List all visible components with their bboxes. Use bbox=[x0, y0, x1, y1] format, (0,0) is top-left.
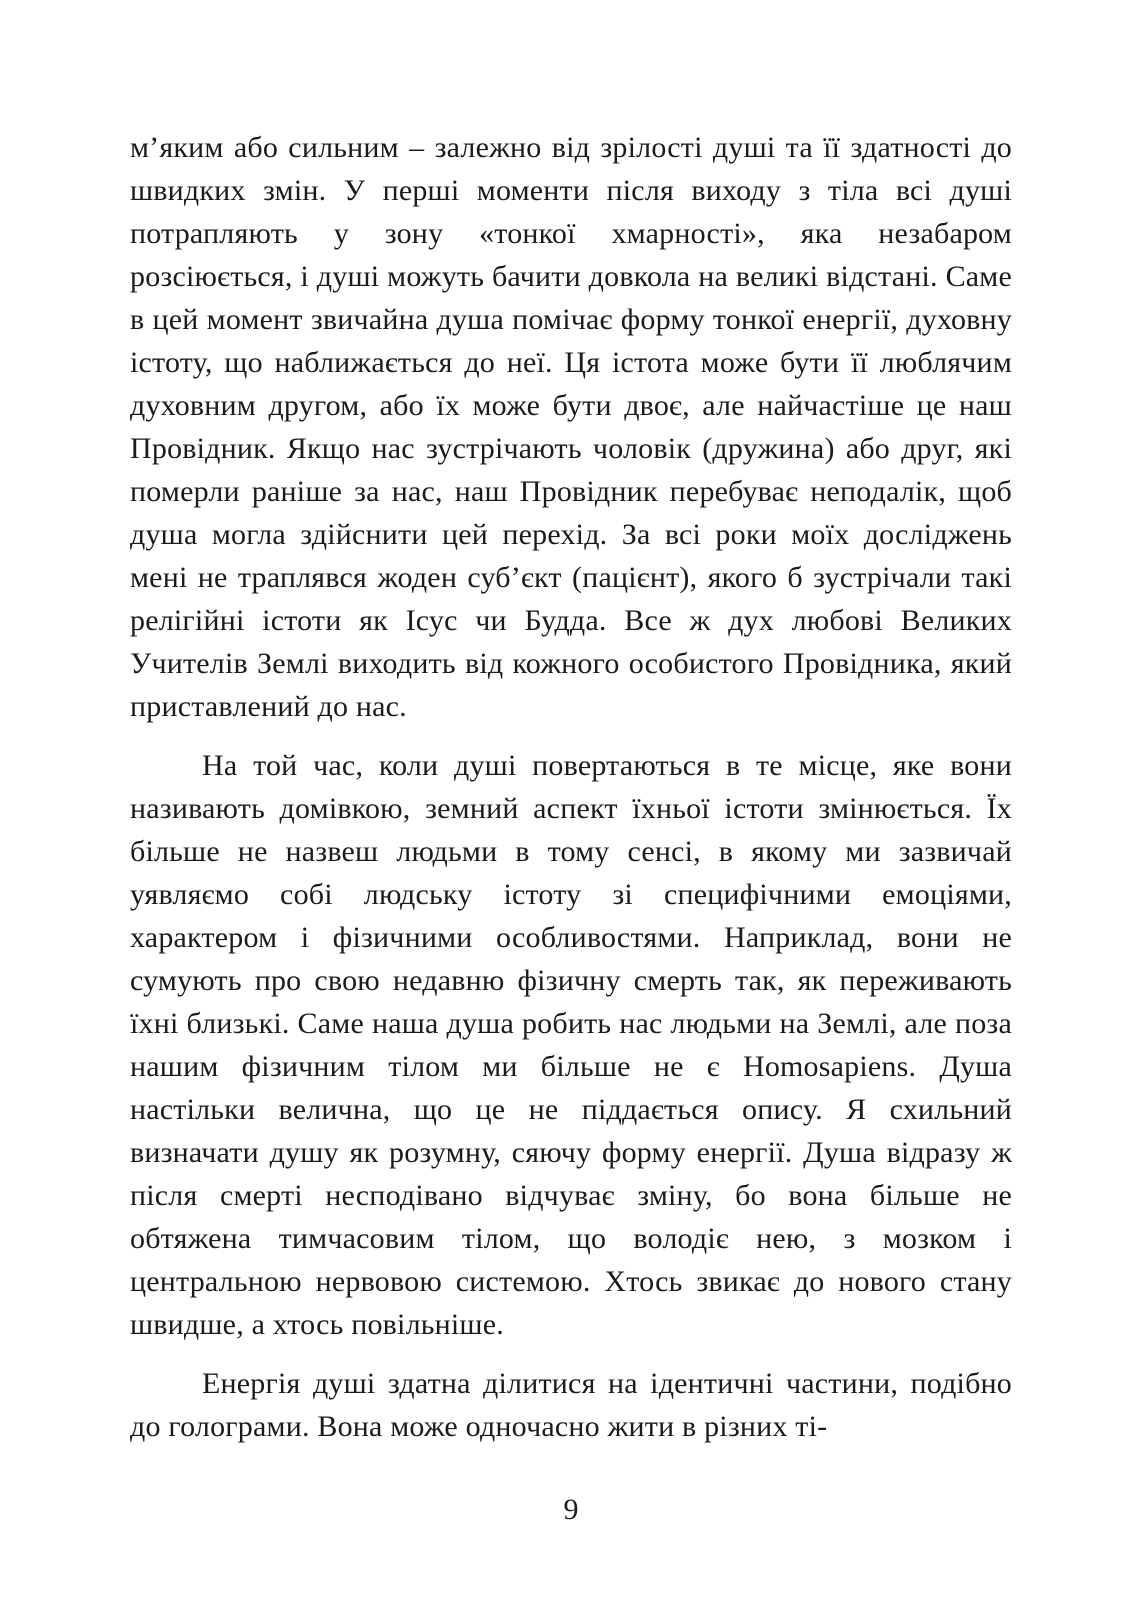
paragraph: Енергія душі здатна ділитися на ідентичні частини, подібно до голограми. Вона може одночасно жити в різних ті- bbox=[130, 1367, 1012, 1443]
page-number: 9 bbox=[563, 1493, 579, 1526]
text-block bbox=[130, 126, 1012, 1448]
paragraph: м’яким або сильним – залежно від зрілості душі та її здатності до швидких змін. У перші моменти після виходу з тіла всі душі потрапляють у зону «тонкої хмарності», яка незабаром розсіюється, і душі можуть бачити довкола на великі відстані. Саме в цей момент звичайна душа помічає форму тонкої енергії, духовну істоту, що наближається до неї. Ця істота може бути її люблячим духовним другом, або їх може бути двоє, але найчастіше це наш Провідник. Якщо нас зустрічають чоловік (дружина) або друг, які померли раніше за нас, наш Провідник перебуває неподалік, щоб душа могла здійснити цей перехід. За всі роки моїх досліджень мені не траплявся жоден суб’єкт (пацієнт), якого б зустрічали такі релігійні істоти як Ісус чи Будда. Все ж дух любові Великих Учителів Землі виходить від кожного особистого Провідника, який приставлений до нас. bbox=[130, 131, 1012, 723]
paragraph: На той час, коли душі повертаються в те місце, яке вони називають домівкою, земний аспект їхньої істоти змінюється. Їх більше не назвеш людьми в тому сенсі, в якому ми зазвичай уявляємо собі людську істоту зі специфічними емоціями, характером і фізичними особливостями. Наприклад, вони не сумують про свою недавню фізичну смерть так, як переживають їхні близькі. Саме наша душа робить нас людьми на Землі, але поза нашим фізичним тілом ми більше не є Homosapiens. Душа настільки велична, що це не піддається опису. Я схильний визначати душу як розумну, сяючу форму енергії. Душа відразу ж після смерті несподівано відчуває зміну, бо вона більше не обтяжена тимчасовим тілом, що володіє нею, з мозком і центральною нервовою системою. Хтось звикає до нового стану швидше, а хтось повільніше. bbox=[130, 749, 1012, 1341]
